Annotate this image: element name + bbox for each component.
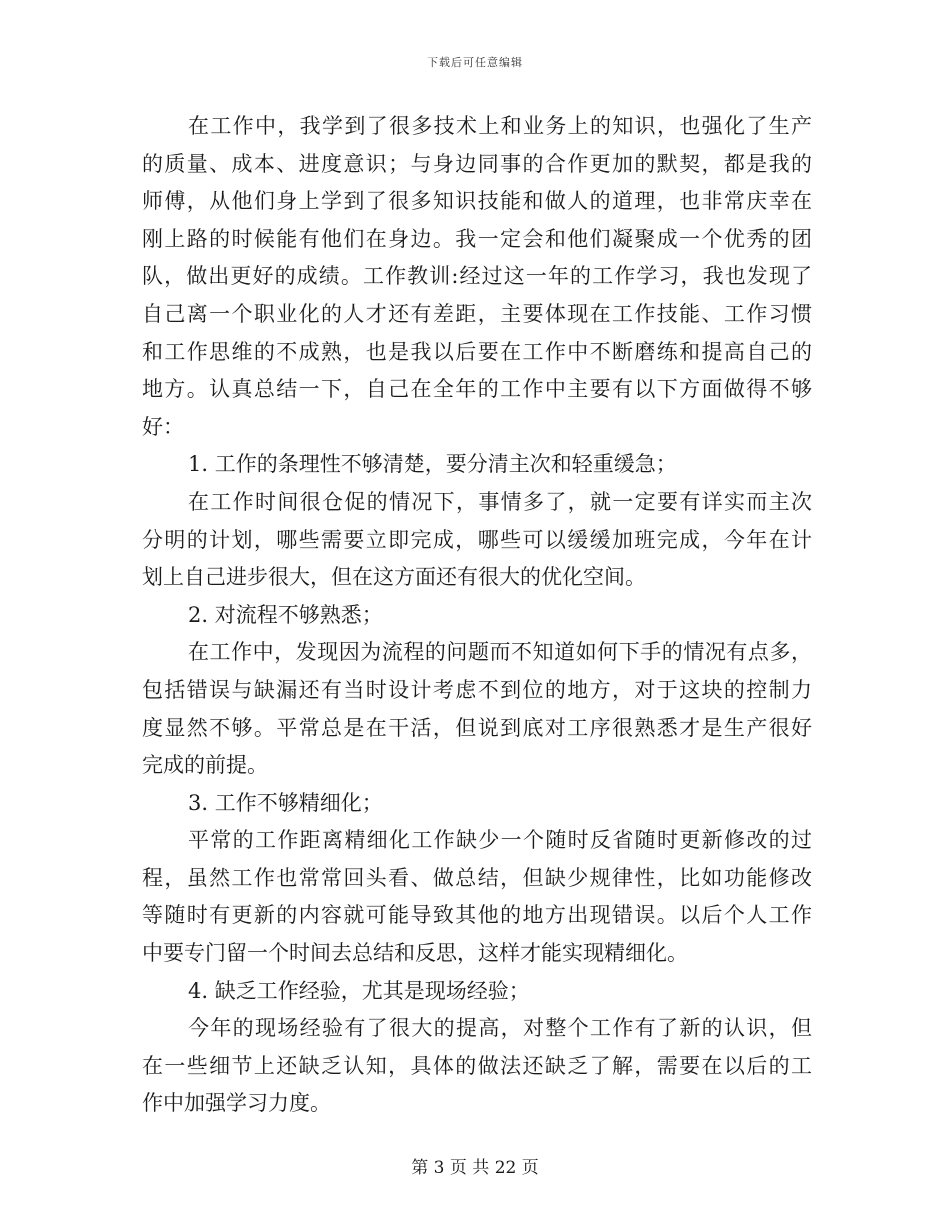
text-line: 在工作中，发现因为流程的问题而不知道如何下手的情况有点多， xyxy=(188,640,812,665)
text-line: 今年的现场经验有了很大的提高，对整个工作有了新的认识，但 xyxy=(188,1016,812,1041)
text-line: 在工作中，我学到了很多技术上和业务上的知识，也强化了生产 xyxy=(188,114,812,138)
text-line: 自己离一个职业化的人才还有差距，主要体现在工作技能、工作习惯 xyxy=(142,301,812,326)
text-line: 师傅，从他们身上学到了很多知识技能和做人的道理，也非常庆幸在 xyxy=(142,189,812,214)
text-line: 平常的工作距离精细化工作缺少一个随时反省随时更新修改的过 xyxy=(188,828,812,853)
text-line: 队，做出更好的成绩。工作教训:经过这一年的工作学习，我也发现了 xyxy=(142,264,812,289)
text-line: 和工作思维的不成熟，也是我以后要在工作中不断磨练和提高自己的 xyxy=(142,339,812,364)
text-line: 在一些细节上还缺乏认知，具体的做法还缺乏了解，需要在以后的工 xyxy=(142,1053,812,1078)
text-line: 刚上路的时候能有他们在身边。我一定会和他们凝聚成一个优秀的团 xyxy=(142,226,812,251)
text-line: 在工作时间很仓促的情况下，事情多了，就一定要有详实而主次 xyxy=(188,489,812,514)
text-line: 地方。认真总结一下，自己在全年的工作中主要有以下方面做得不够 xyxy=(142,377,812,402)
text-line: 的质量、成本、进度意识；与身边同事的合作更加的默契，都是我的 xyxy=(142,151,812,176)
page-number-footer: 第 3 页 共 22 页 xyxy=(411,1158,539,1178)
text-line: 作中加强学习力度。 xyxy=(142,1091,331,1116)
text-line: 完成的前提。 xyxy=(142,753,268,778)
text-line: 4. 缺乏工作经验，尤其是现场经验； xyxy=(188,978,530,1003)
text-line: 1. 工作的条理性不够清楚，要分清主次和轻重缓急； xyxy=(188,452,677,477)
text-line: 中要专门留一个时间去总结和反思，这样才能实现精细化。 xyxy=(142,941,688,966)
page-header: 下载后可任意编辑 xyxy=(427,56,523,69)
text-line: 等随时有更新的内容就可能导致其他的地方出现错误。以后个人工作 xyxy=(142,903,812,928)
text-line: 包括错误与缺漏还有当时设计考虑不到位的地方，对于这块的控制力 xyxy=(142,677,812,702)
text-line: 度显然不够。平常总是在干活，但说到底对工序很熟悉才是生产很好 xyxy=(142,715,812,740)
text-line: 3. 工作不够精细化； xyxy=(188,790,383,815)
text-line: 划上自己进步很大，但在这方面还有很大的优化空间。 xyxy=(142,565,646,590)
text-line: 程，虽然工作也常常回头看、做总结，但缺少规律性，比如功能修改 xyxy=(142,865,812,890)
text-line: 2. 对流程不够熟悉； xyxy=(188,602,383,627)
text-line: 好： xyxy=(142,414,184,439)
text-line: 分明的计划，哪些需要立即完成，哪些可以缓缓加班完成，今年在计 xyxy=(142,527,812,552)
document-body xyxy=(142,108,812,1123)
